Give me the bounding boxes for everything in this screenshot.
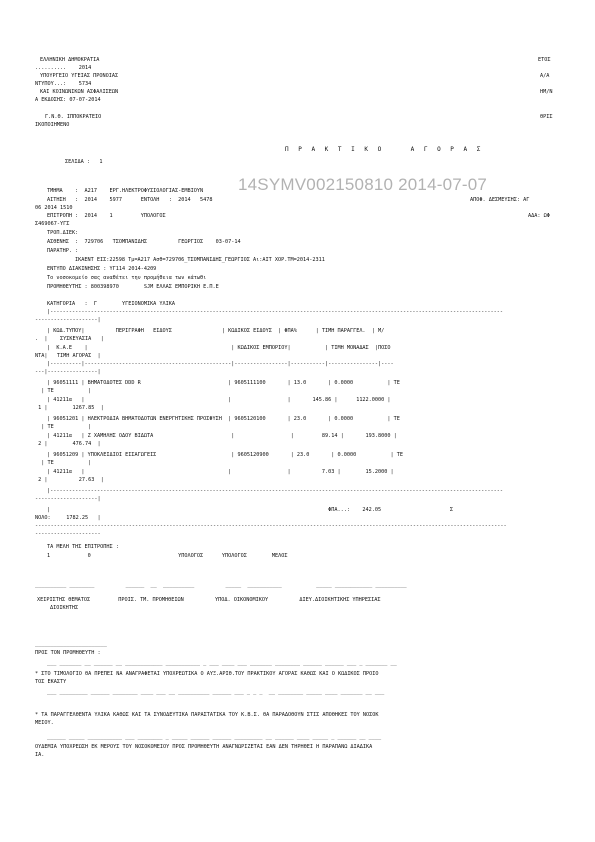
info-ada-cont: Σ469067-ΥΓΣ (35, 221, 70, 227)
table-row: | 41211α | Ζ ΧΑΜΗΛΗΣ ΟΔΟΥ ΒΙΔΩΤΑ | | 89.14 | 193.8000 | (47, 433, 397, 439)
info-remarks: ΠΑΡΑΤΗΡ. : (47, 248, 79, 254)
info-committee: ΕΠΙΤΡΟΠΗ : 2014 1 ΥΠΟΛΟΓΟΣ (47, 213, 166, 219)
header-print-number: ΝΤΥΠΟΥ...: 5734 (35, 81, 92, 87)
table-row: | 96051111 | ΒΗΜΑΤΟΔΟΤΕΣ DDD R | 9605111100 | 13.0 | 0.0000 | ΤΕ (47, 380, 400, 386)
document-watermark: 14SYMV002150810 2014-07-07 (238, 175, 488, 194)
table-separator-cont: ---|----------------| (35, 369, 101, 375)
totals-line-cont: ΝΟΛΟ: 1782.25 | (35, 515, 101, 521)
info-ikaent: ΙΚΑΕΝΤ ΕΙΣ:22598 Τμ=Α217 Ασθ=729706_ΤΣΟΜΠΑΝΙΔΗΣ_ΓΕΩΡΓΙΟΣ Αι:ΑΙΤ ΧΟΡ.ΤΜ=2014-2311 (75, 257, 325, 263)
note-obligation: ΟΥΔΕΜΙΑ ΥΠΟΧΡΕΩΣΗ ΕΚ ΜΕΡΟΥΣ ΤΟΥ ΝΟΣΟΚΟΜΕΙΟΥ ΠΡΟΣ ΠΡΟΜΗΘΕΥΤΗ ΑΝΑΓΝΩΡΙΖΕΤΑΙ ΕΑΝ ΔΕΝ ΤΗΡΗΘΕΙ Η ΠΑΡΑΠΑΝΩ ΔΙΑΔΙΚΑ (35, 744, 373, 750)
table-row-cont: | ΤΕ | (35, 460, 92, 466)
table-row-cont: 1 | 1267.85 | (35, 405, 104, 411)
table-row: | 96051209 | ΥΠΟΚΛΕΙΔΙΟΙ ΕΙΣΑΓΩΓΕΙΣ | 9605120900 | 23.0 | 0.0000 | ΤΕ (47, 452, 404, 458)
totals-line: | ΦΠΑ...: 242.05 Σ (47, 507, 454, 513)
info-method: ΤΡΟΠ.ΔΙΕΚ: (47, 230, 79, 236)
table-row: | 41211α | | | 7.03 | 15.2000 | (47, 469, 394, 475)
table-row: | 41211α | | | 145.86 | 1122.0000 | (47, 397, 391, 403)
note-rule: ___ _______ __ ______ __ ____________ ___________ _ ___ ____ ___ _______ ________ ______ ______ ___ _ _______ __ (47, 660, 397, 666)
info-department: ΤΜΗΜΑ : Α217 ΕΡΓ.ΗΛΕΚΤΡΟΦΥΣΙΟΛΟΓΙΑΣ-ΕΜΒΙΟΥΝ (47, 188, 204, 194)
signature-rule: __________ ________ ______ __ __________ _____ ___________ _____ ____________ __________ (35, 582, 407, 588)
table-row-cont: 2 | 476.74 | (35, 441, 101, 447)
signature-labels: ΧΕΙΡΙΣΤΗΣ ΘΕΜΑΤΟΣ ΠΡΟΙΣ. ΤΜ. ΠΡΟΜΗΘΕΙΩΝ ΥΠΟΔ. ΟΙΚΟΝΟΜΙΚΟΥ ΔΙΕΥ.ΔΙΟΙΚΗΤΙΚΗΣ ΥΠΗΡΕΣΙΑΣ (37, 597, 381, 603)
header-ministry: ΥΠΟΥΡΓΕΙΟ ΥΓΕΙΑΣ ΠΡΟΝΟΙΑΣ (40, 73, 119, 79)
table-row: | 96051201 | ΗΛΕΚΤΡΟΔΙΑ ΒΗΜΑΤΟΔΟΤΩΝ ΕΝΕΡΓΗΤΙΚΗΣ ΠΡΟΣΦΥΣΗ | 9605120100 | 23.0 | 0.0000 | ΤΕ (47, 416, 400, 422)
table-border-bottom-cont: --------------------| (35, 496, 101, 502)
committee-members: 1 0 ΥΠΟΛΟΓΟΣ ΥΠΟΛΟΓΟΣ ΜΕΛΟΣ (47, 553, 288, 559)
info-form: ΕΝΤΥΠΟ ΔΙΑΚΙΝΗΣΗΣ : ΥΓ114 2014-4209 (47, 266, 157, 272)
table-row-cont: 2 | 27.63 | (35, 477, 104, 483)
table-border-top: |------------------------------------------------------------------------------------------------------------------------------------------------- (47, 309, 503, 315)
table-header-2-cont: ΝΤΑ| ΤΙΜΗ ΑΓΟΡΑΣ | (35, 353, 101, 359)
info-commitment: ΑΠΟΦ. ΔΕΣΜΕΥΣΗΣ: ΑΓ (470, 197, 530, 203)
committee-heading: ΤΑ ΜΕΛΗ ΤΗΣ ΕΠΙΤΡΟΠΗΣ : (47, 544, 119, 550)
table-border-bottom: |------------------------------------------------------------------------------------------------------------------------------------------------- (47, 488, 503, 494)
header-aa-label: Α/Α (540, 73, 550, 79)
table-header-1-cont: . | ΣΥΣΚΕΥΑΣΙΑ | (35, 336, 104, 342)
supplier-rule-top: _______________________ (35, 641, 107, 647)
table-separator: |----------|-----------------------------------------------|-----------------|-----------|----------------|---- (47, 361, 394, 367)
header-republic: ΕΛΛΗΝΙΚΗ ΔΗΜΟΚΡΑΤΙΑ (40, 57, 100, 63)
table-header-2: | Κ.Α.Ε | | ΚΩΔΙΚΟΣ ΕΜΠΟΡΙΟΥ| | ΤΙΜΗ ΜΟΝΑΔΑΣ |ΠΟΣΟ (47, 345, 391, 351)
table-header-1: | ΚΩΔ.ΤΥΠΟΥ| ΠΕΡΙΓΡΑΦΗ ΕΙΔΟΥΣ | ΚΩΔΙΚΟΣ ΕΙΔΟΥΣ | ΦΠΑ% | ΤΙΜΗ ΠΑΡΑΓΓΕΛ. | Μ/ (47, 328, 385, 334)
info-commitment-cont: 06 2014 1510 (35, 205, 73, 211)
page-title: Π Ρ Α Κ Τ Ι Κ Ο Α Γ Ο Ρ Α Σ (285, 146, 484, 153)
info-assignment: Το νοσοκομείο σας αναθέτει την προμήθεια των κάτωθι (47, 275, 207, 281)
totals-separator: ------------------------------------------------------------------------------------------------------------------------------------------------------- (35, 523, 507, 529)
info-patient: ΑΣΘΕΝΗΣ : 729706 ΤΣΟΜΠΑΝΙΔΗΣ ΓΕΩΡΓΙΟΣ 03-07-14 (47, 239, 241, 245)
category-line: ΚΑΤΗΓΟΡΙΑ : Γ ΥΓΕΙΟΝΟΜΙΚΑ ΥΛΙΚΑ (47, 301, 176, 307)
note-invoice: * ΣΤΟ ΤΙΜΟΛΟΓΙΟ ΘΑ ΠΡΕΠΕΙ ΝΑ ΑΝΑΓΡΑΦΕΤΑΙ ΥΠΟΧΡΕΩΤΙΚΑ Ο ΑΥΞ.ΑΡΙΘ.ΤΟΥ ΠΡΑΚΤΙΚΟΥ ΑΓΟΡΑΣ ΚΑΘΩΣ ΚΑΙ Ο ΚΩΔΙΚΟΣ ΠΡΟΙΟ (35, 671, 379, 677)
info-supplier: ΠΡΟΜΗΘΕΥΤΗΣ : 800398970 SJM ΕΛΛΑΣ ΕΜΠΟΡΙΚΗ Ε.Π.Ε (47, 284, 219, 290)
note-obligation-cont: ΙΑ. (35, 752, 45, 758)
header-right-code: ΘΡΙΣ (540, 114, 553, 120)
info-request: ΑΙΤΗΣΗ : 2014 5977 ΕΝΤΟΛΗ : 2014 5478 (47, 197, 213, 203)
note-rule: ___ _________ ______ ________ ____ ___ __ __________ ______ ___ _ _ _ __ ________ _____ ____ _______ __ ___ (47, 689, 385, 695)
note-delivery-cont: ΜΕΙΟΥ. (35, 720, 54, 726)
note-delivery: * ΤΑ ΠΑΡΑΓΓΕΛΘΕΝΤΑ ΥΛΙΚΑ ΚΑΘΩΣ ΚΑΙ ΤΑ ΣΥΝΟΔΕΥΤΙΚΑ ΠΑΡΑΣΤΑΤΙΚΑ ΤΟΥ Κ.Β.Σ. ΘΑ ΠΑΡΑΔΟΘΟΥΝ ΣΤΙΣ ΑΠΟΘΗΚΕΣ ΤΟΥ ΝΟΣΟΚ (35, 712, 379, 718)
header-ministry-cont: ΚΑΙ ΚΟΙΝΩΝΙΚΩΝ ΑΣΦΑΛΙΣΕΩΝ (40, 89, 119, 95)
signature-labels-cont: ΔΙΟΙΚΗΤΗΣ (50, 605, 79, 611)
table-row-cont: | ΤΕ | (35, 388, 92, 394)
totals-separator-cont: --------------------- (35, 531, 101, 537)
header-computerized: ΙΚΟΠΟΙΗΜΕΝΟ (35, 122, 70, 128)
page-number: ΣΕΛΙΔΑ : 1 (65, 159, 103, 165)
header-date-label: ΗΜ/Ν (540, 89, 553, 95)
note-rule: ______ _____ ___________ ___ ________ _ _____ ______ ______ _________ __ ______ ____ _____ _ ______ __ ____ (47, 734, 382, 740)
supplier-heading: ΠΡΟΣ ΤΟΝ ΠΡΟΜΗΘΕΥΤΗ : (35, 650, 101, 656)
header-issue-date: Α ΕΚΔΟΣΗΣ: 07-07-2014 (35, 97, 101, 103)
table-border-top-cont: --------------------| (35, 317, 101, 323)
table-row-cont: | ΤΕ | (35, 424, 92, 430)
header-year-label: ΕΤΟΣ (538, 57, 551, 63)
header-hospital: Γ.Ν.Θ. ΙΠΠΟΚΡΑΤΕΙΟ (45, 114, 102, 120)
header-year-value: .......... 2014 (35, 65, 92, 71)
note-invoice-cont: ΤΟΣ ΕΚΑΣΤΥ (35, 679, 67, 685)
info-ada: ΑΔΑ: ΩΦ (528, 213, 550, 219)
